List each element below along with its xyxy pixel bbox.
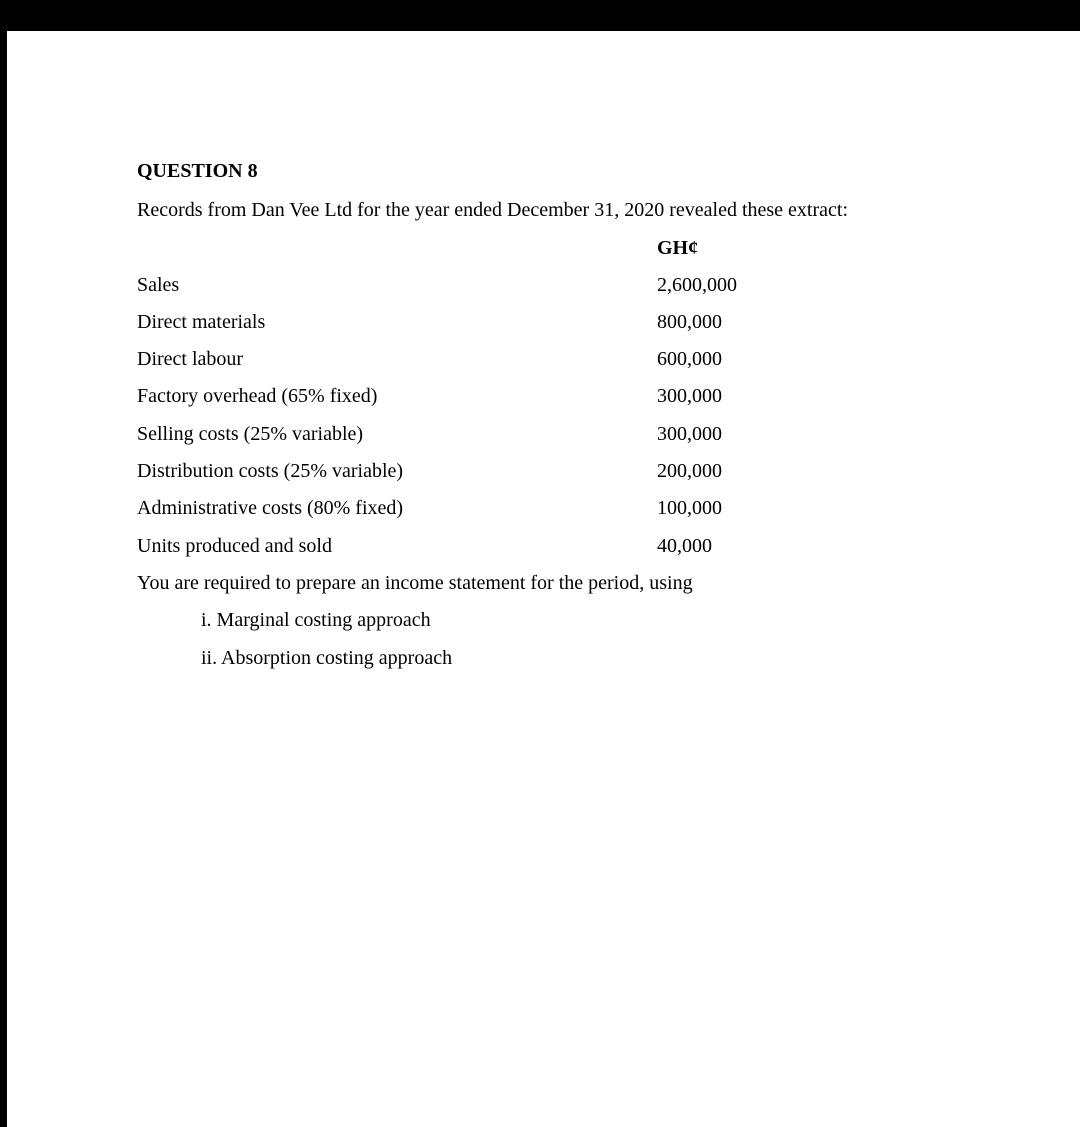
row-label: Selling costs (25% variable): [137, 423, 364, 445]
question-heading: QUESTION 8: [137, 160, 258, 182]
row-value: 800,000: [657, 311, 722, 333]
row-label: Factory overhead (65% fixed): [137, 385, 378, 407]
approach-marginal: i. Marginal costing approach: [201, 609, 431, 631]
row-value: 2,600,000: [657, 274, 737, 296]
row-value: 100,000: [657, 497, 722, 519]
document-page: [7, 31, 1080, 1127]
extract-row-administrative-costs: [137, 497, 757, 523]
row-value: 600,000: [657, 348, 722, 370]
row-value: 200,000: [657, 460, 722, 482]
extract-row-units: [137, 535, 757, 561]
row-label: Sales: [137, 274, 180, 296]
question-requirement: You are required to prepare an income statement for the period, using: [137, 572, 693, 594]
approach-absorption: ii. Absorption costing approach: [201, 647, 453, 669]
row-label: Distribution costs (25% variable): [137, 460, 404, 482]
currency-header: GH¢: [657, 237, 699, 259]
row-label: Units produced and sold: [137, 535, 332, 557]
row-label: Direct materials: [137, 311, 266, 333]
extract-row-selling-costs: [137, 423, 757, 449]
extract-row-direct-labour: [137, 348, 757, 374]
extract-row-sales: [137, 274, 757, 300]
extract-row-direct-materials: [137, 311, 757, 337]
question-intro: Records from Dan Vee Ltd for the year ended December 31, 2020 revealed these extract:: [137, 199, 848, 221]
row-value: 300,000: [657, 385, 722, 407]
row-value: 300,000: [657, 423, 722, 445]
row-value: 40,000: [657, 535, 712, 557]
extract-row-factory-overhead: [137, 385, 757, 411]
row-label: Administrative costs (80% fixed): [137, 497, 404, 519]
extract-row-distribution-costs: [137, 460, 757, 486]
row-label: Direct labour: [137, 348, 244, 370]
question-document: [7, 31, 1080, 1127]
